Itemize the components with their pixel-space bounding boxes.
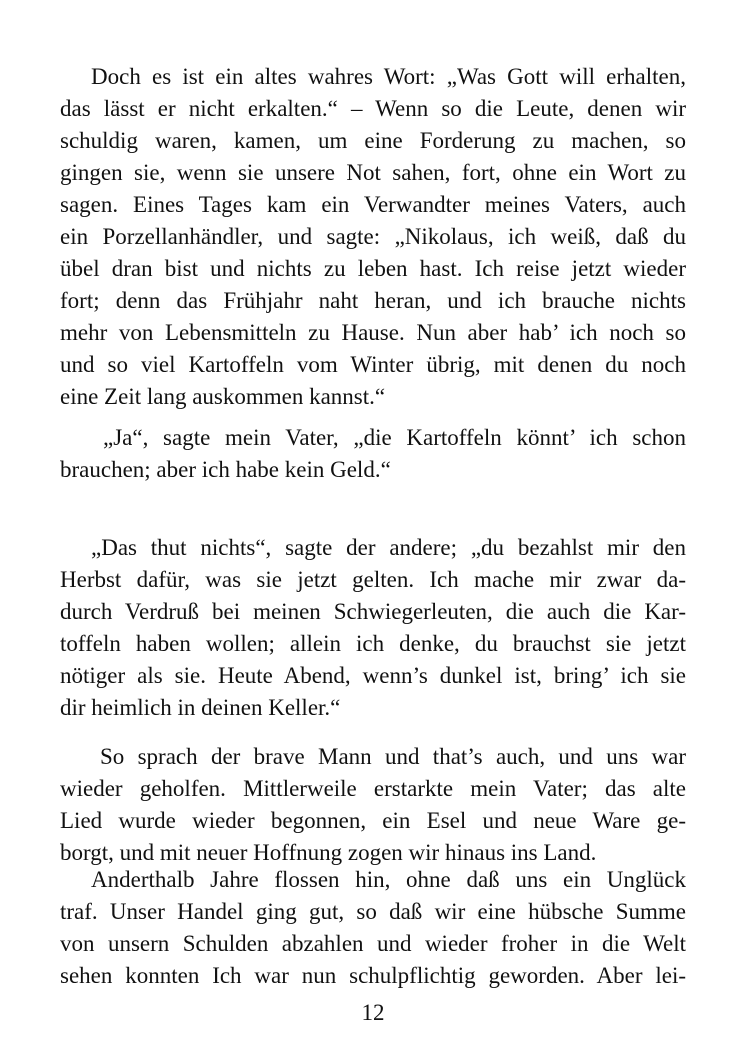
text-line: wieder geholfen. Mittlerweile erstarkte mein Vater; das alte	[60, 776, 686, 801]
text-line: Doch es ist ein altes wahres Wort: „Was Gott will erhalten,	[91, 64, 686, 89]
text-line: schuldig waren, kamen, um eine Forderung zu machen, so	[60, 128, 686, 153]
text-line: Anderthalb Jahre flossen hin, ohne daß uns ein Unglück	[91, 867, 686, 892]
text-line: „Das thut nichts“, sagte der andere; „du bezahlst mir den	[91, 535, 686, 560]
text-line: Herbst dafür, was sie jetzt gelten. Ich mache mir zwar da-	[60, 567, 686, 592]
text-line: nötiger als sie. Heute Abend, wenn’s dunkel ist, bring’ ich sie	[60, 663, 686, 688]
paragraph-4	[60, 741, 686, 869]
text-line: gingen sie, wenn sie unsere Not sahen, fort, ohne ein Wort zu	[60, 160, 686, 185]
text-line: und so viel Kartoffeln vom Winter übrig, mit denen du noch	[60, 352, 686, 377]
page-number: 12	[361, 1000, 385, 1025]
text-line: durch Verdruß bei meinen Schwiegerleuten, die auch die Kar-	[60, 599, 686, 624]
text-line: toffeln haben wollen; allein ich denke, du brauchst sie jetzt	[60, 631, 686, 656]
text-line: borgt, und mit neuer Hoffnung zogen wir hinaus ins Land.	[60, 840, 597, 865]
text-line: sehen konnten Ich war nun schulpflichtig geworden. Aber lei-	[60, 963, 686, 988]
text-line: mehr von Lebensmitteln zu Hause. Nun aber hab’ ich noch so	[60, 320, 686, 345]
text-line: „Ja“, sagte mein Vater, „die Kartoffeln könnt’ ich schon	[103, 425, 686, 450]
text-line: ein Porzellanhändler, und sagte: „Nikolaus, ich weiß, daß du	[60, 224, 686, 249]
text-line: das lässt er nicht erkalten.“ – Wenn so die Leute, denen wir	[60, 96, 686, 121]
text-line: eine Zeit lang auskommen kannst.“	[60, 384, 386, 409]
text-line: Lied wurde wieder begonnen, ein Esel und neue Ware ge-	[60, 808, 686, 833]
paragraph-5	[60, 864, 686, 992]
text-line: So sprach der brave Mann und that’s auch, und uns war	[100, 744, 686, 769]
text-line: sagen. Eines Tages kam ein Verwandter meines Vaters, auch	[60, 192, 686, 217]
paragraph-1	[60, 61, 686, 413]
text-line: fort; denn das Frühjahr naht heran, und ich brauche nichts	[60, 288, 686, 313]
text-line: traf. Unser Handel ging gut, so daß wir eine hübsche Summe	[60, 899, 686, 924]
paragraph-3	[60, 532, 686, 724]
text-line: übel dran bist und nichts zu leben hast. Ich reise jetzt wieder	[60, 256, 686, 281]
text-line: brauchen; aber ich habe kein Geld.“	[60, 457, 391, 482]
paragraph-2	[60, 422, 686, 486]
text-line: dir heimlich in deinen Keller.“	[60, 695, 341, 720]
text-line: von unsern Schulden abzahlen und wieder froher in die Welt	[60, 931, 686, 956]
